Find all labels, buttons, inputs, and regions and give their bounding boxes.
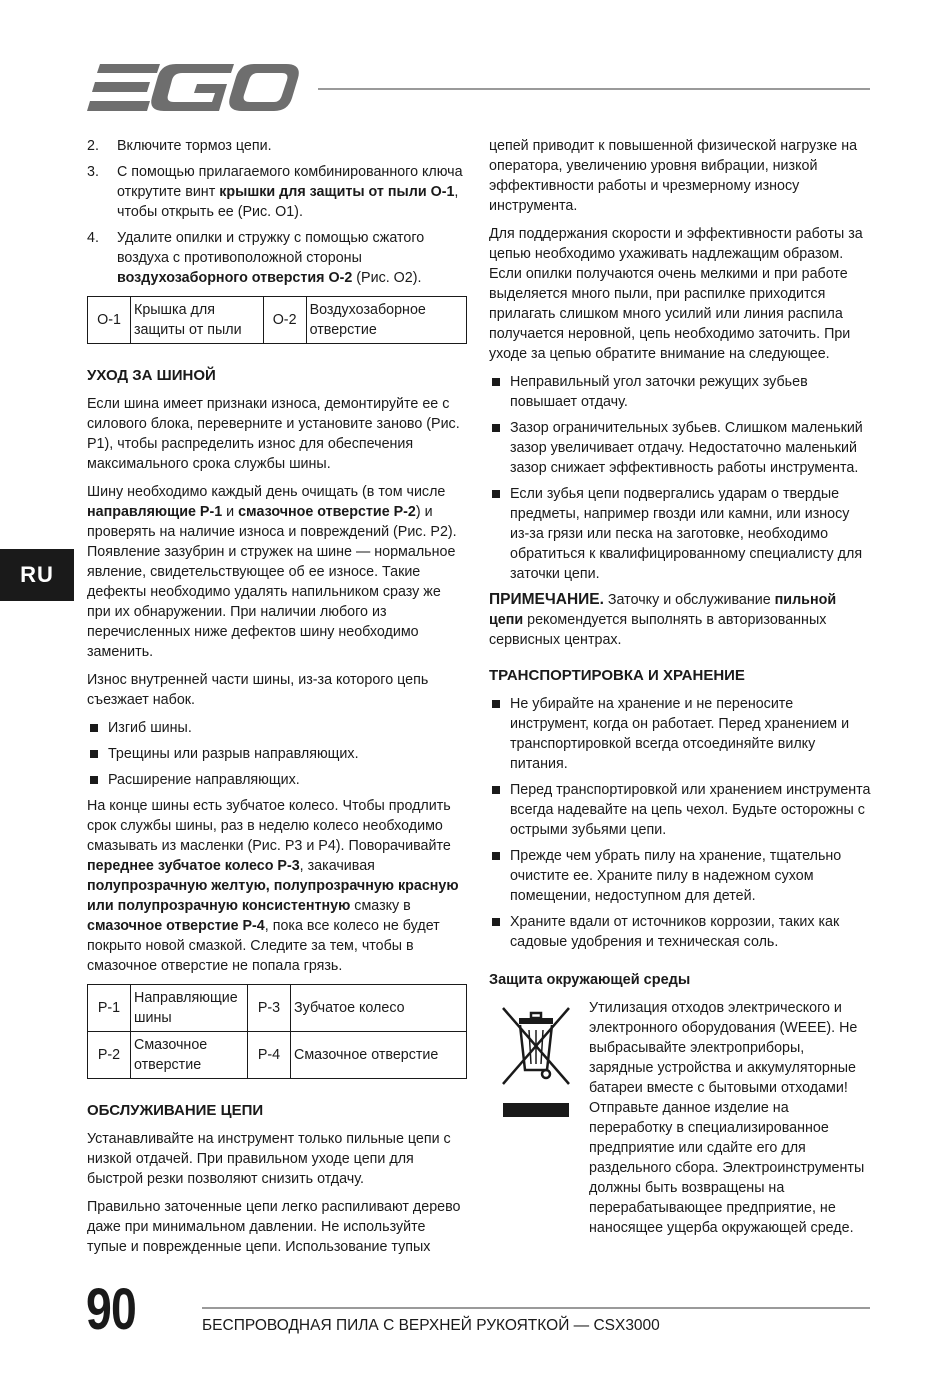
table-row bbox=[88, 985, 467, 1032]
section-heading-bar-care: УХОД ЗА ШИНОЙ bbox=[87, 367, 216, 384]
bullet-square-icon bbox=[492, 786, 500, 794]
list-item-text bbox=[510, 694, 871, 774]
part-code: O-1 bbox=[88, 297, 131, 344]
list-item-text bbox=[510, 418, 871, 478]
paragraph bbox=[87, 482, 467, 662]
text-run: Неправильный угол заточки режущих зубьев повышает отдачу. bbox=[510, 374, 808, 410]
text-run: ) и проверять на наличие износа и повреждений (Рис. P2). Появление зазубрин и стружек на шине — нормальное явление, свидетельствующее об ее износе. Такие дефекты необходимо удалять напильником сразу же при их обнаружении. При наличии любого из перечисленных ниже дефектов шину необходимо заменить. bbox=[87, 504, 457, 660]
list-item bbox=[87, 718, 467, 738]
footer-title: БЕСПРОВОДНАЯ ПИЛА С ВЕРХНЕЙ РУКОЯТКОЙ — CSX3000 bbox=[202, 1317, 660, 1334]
text-run: Трещины или разрыв направляющих. bbox=[108, 746, 359, 762]
ego-logo bbox=[86, 62, 301, 114]
part-label: Крышка для защиты от пыли bbox=[131, 297, 264, 344]
text-run: Утилизация отходов электрического и электронного оборудования (WEEE). Не выбрасывайте электроприборы, зарядные устройства и аккумуляторные батареи вместе с бытовыми отходами! Отправьте данное изделие на переработку в специализированное предприятие или сдайте его для раздельного сбора. Электроинструменты должны быть возвращены на перерабатывающее предприятие, не наносящее ущерба окружающей среде. bbox=[589, 1000, 865, 1236]
bold-term: пильной цепи bbox=[489, 592, 837, 628]
text-run: Храните вдали от источников коррозии, таких как садовые удобрения и техническая соль. bbox=[510, 914, 840, 950]
bullet-square-icon bbox=[492, 378, 500, 386]
bullet-square-icon bbox=[492, 918, 500, 926]
list-item bbox=[489, 846, 871, 906]
list-item-text bbox=[510, 484, 871, 584]
part-code: P-4 bbox=[248, 1032, 291, 1079]
bold-term: смазочное отверстие P-4 bbox=[87, 918, 265, 934]
environment-text bbox=[589, 998, 871, 1238]
list-item-text bbox=[510, 780, 871, 840]
text-run: цепей приводит к повышенной физической нагрузке на оператора, увеличению уровня вибрации, низкой эффективности работы и чрезмерному износу инструмента. bbox=[489, 138, 858, 214]
list-item bbox=[489, 780, 871, 840]
text-run: Не убирайте на хранение и не переносите инструмент, когда он работает. Перед хранением и транспортировкой всегда отсоединяйте вилку питания. bbox=[510, 696, 850, 772]
step-number: 4. bbox=[87, 230, 99, 246]
step-item bbox=[87, 162, 467, 222]
bullet-square-icon bbox=[492, 852, 500, 860]
paragraph bbox=[87, 1129, 467, 1189]
part-label: Зубчатое колесо bbox=[291, 985, 467, 1032]
part-code: P-1 bbox=[88, 985, 131, 1032]
section-heading-environment: Защита окружающей среды bbox=[489, 972, 691, 988]
text-run: Износ внутренней части шины, из-за которого цепь съезжает набок. bbox=[87, 672, 429, 708]
paragraph bbox=[489, 224, 871, 364]
text-run: Расширение направляющих. bbox=[108, 772, 300, 788]
chain-care-list bbox=[489, 372, 871, 584]
part-label: Смазочное отверстие bbox=[131, 1032, 248, 1079]
step-number: 2. bbox=[87, 138, 99, 154]
weee-crossed-bin-icon bbox=[489, 998, 589, 1128]
list-item bbox=[87, 744, 467, 764]
text-run: Удалите опилки и стружку с помощью сжатого воздуха с противоположной стороны bbox=[117, 230, 425, 266]
bullet-square-icon bbox=[492, 424, 500, 432]
text-run: Изгиб шины. bbox=[108, 720, 192, 736]
text-run: Шину необходимо каждый день очищать (в том числе bbox=[87, 484, 446, 500]
text-run: , пока все колесо не будет покрыто новой смазкой. Следите за тем, чтобы в смазочное отверстие не попала грязь. bbox=[87, 918, 440, 974]
text-run: Если зубья цепи подвергались ударам о твердые предметы, например гвозди или камни, или износу из-за грязи или песка на заготовке, необходимо обратиться к квалифицированному специалисту для заточки цепи. bbox=[510, 486, 863, 582]
paragraph bbox=[87, 796, 467, 976]
bullet-square-icon bbox=[90, 750, 98, 758]
step-text bbox=[117, 228, 467, 288]
parts-table-p bbox=[87, 984, 467, 1079]
header-divider bbox=[318, 88, 870, 90]
text-run: рекомендуется выполнять в авторизованных сервисных центрах. bbox=[489, 612, 827, 648]
paragraph bbox=[489, 136, 871, 216]
paragraph bbox=[87, 670, 467, 710]
transport-list bbox=[489, 694, 871, 952]
parts-table-o bbox=[87, 296, 467, 344]
bar-defects-list bbox=[87, 718, 467, 790]
bullet-square-icon bbox=[90, 724, 98, 732]
paragraph bbox=[87, 1197, 467, 1257]
step-item bbox=[87, 228, 467, 288]
step-text bbox=[117, 162, 467, 222]
text-run: С помощью прилагаемого комбинированного ключа открутите винт bbox=[117, 164, 463, 200]
list-item-text bbox=[510, 372, 871, 412]
bold-term: смазочное отверстие P-2 bbox=[238, 504, 416, 520]
text-run: и bbox=[222, 504, 239, 520]
page-number: 90 bbox=[86, 1277, 137, 1342]
part-label: Направляющие шины bbox=[131, 985, 248, 1032]
step-number: 3. bbox=[87, 164, 99, 180]
note-paragraph bbox=[489, 590, 871, 650]
right-column bbox=[489, 136, 871, 1238]
bullet-square-icon bbox=[492, 490, 500, 498]
list-item-text bbox=[108, 770, 467, 790]
list-item bbox=[489, 694, 871, 774]
table-row bbox=[88, 297, 467, 344]
left-column bbox=[87, 136, 467, 1265]
step-text bbox=[117, 136, 467, 156]
part-label: Воздухозаборное отверстие bbox=[306, 297, 466, 344]
text-run: Если шина имеет признаки износа, демонтируйте ее с силового блока, переверните и установите заново (Рис. P1), чтобы распределить износ для обеспечения максимального срока службы шины. bbox=[87, 396, 460, 472]
text-run: Устанавливайте на инструмент только пильные цепи с низкой отдачей. При правильном уходе цепи для быстрой резки позволяют снизить отдачу. bbox=[87, 1131, 451, 1187]
bullet-square-icon bbox=[492, 700, 500, 708]
part-code: P-2 bbox=[88, 1032, 131, 1079]
bold-term: переднее зубчатое колесо P-3 bbox=[87, 858, 300, 874]
environment-block bbox=[489, 998, 871, 1238]
list-item-text bbox=[108, 718, 467, 738]
list-item bbox=[489, 912, 871, 952]
text-run: Для поддержания скорости и эффективности работы за цепью необходимо ухаживать надлежащим образом. Если опилки получаются очень мелкими и при работе выделяется много пыли, при распилке приходится прилагать слишком много усилий или линия распила получается неровной, цепь необходимо заточить. При уходе за цепью обратите внимание на следующее. bbox=[489, 226, 863, 362]
part-label: Смазочное отверстие bbox=[291, 1032, 467, 1079]
text-run: смазку в bbox=[350, 898, 411, 914]
text-run: , чтобы открыть ее (Рис. O1). bbox=[117, 184, 459, 220]
steps-list bbox=[87, 136, 467, 288]
bullet-square-icon bbox=[90, 776, 98, 784]
language-tab: RU bbox=[0, 549, 74, 601]
list-item-text bbox=[108, 744, 467, 764]
text-run: Зазор ограничительных зубьев. Слишком маленький зазор увеличивает отдачу. Недостаточно маленький зазор снижает эффективность работы инструмента. bbox=[510, 420, 863, 476]
list-item-text bbox=[510, 912, 871, 952]
list-item bbox=[489, 372, 871, 412]
text-run: На конце шины есть зубчатое колесо. Чтобы продлить срок службы шины, раз в неделю колесо необходимо смазывать из масленки (Рис. P3 и P4). Поворачивайте bbox=[87, 798, 451, 854]
list-item bbox=[87, 770, 467, 790]
text-run: , закачивая bbox=[299, 858, 375, 874]
text-run: Перед транспортировкой или хранением инструмента всегда надевайте на цепь чехол. Будьте осторожны с острыми зубьями цепи. bbox=[510, 782, 871, 838]
section-heading-transport: ТРАНСПОРТИРОВКА И ХРАНЕНИЕ bbox=[489, 667, 745, 684]
footer-divider bbox=[202, 1307, 870, 1309]
table-row bbox=[88, 1032, 467, 1079]
bold-term: ПРИМЕЧАНИЕ. bbox=[489, 591, 604, 608]
bold-term: крышки для защиты от пыли O-1 bbox=[219, 184, 455, 200]
list-item bbox=[489, 418, 871, 478]
section-heading-chain-service: ОБСЛУЖИВАНИЕ ЦЕПИ bbox=[87, 1102, 264, 1119]
paragraph bbox=[87, 394, 467, 474]
text-run: Включите тормоз цепи. bbox=[117, 138, 272, 154]
text-run: Заточку и обслуживание bbox=[603, 592, 775, 608]
bold-term: направляющие P-1 bbox=[87, 504, 223, 520]
part-code: O-2 bbox=[263, 297, 306, 344]
list-item bbox=[489, 484, 871, 584]
bold-term: полупрозрачную желтую, полупрозрачную красную или полупрозрачную консистентную bbox=[87, 878, 459, 914]
bold-term: воздухозаборного отверстия O-2 bbox=[117, 270, 353, 286]
step-item bbox=[87, 136, 467, 156]
text-run: (Рис. O2). bbox=[352, 270, 422, 286]
list-item-text bbox=[510, 846, 871, 906]
part-code: P-3 bbox=[248, 985, 291, 1032]
text-run: Прежде чем убрать пилу на хранение, тщательно очистите ее. Храните пилу в надежном сухом помещении, недоступном для детей. bbox=[510, 848, 842, 904]
text-run: Правильно заточенные цепи легко распиливают дерево даже при минимальном давлении. Не используйте тупые и поврежденные цепи. Использование тупых bbox=[87, 1199, 461, 1255]
